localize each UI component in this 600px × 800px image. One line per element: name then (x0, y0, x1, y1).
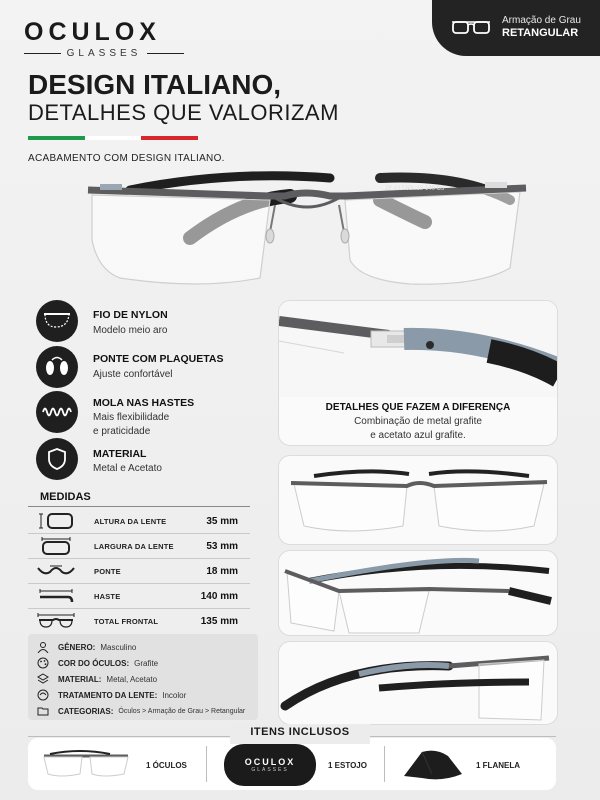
badge-line1: Armação de Grau (502, 14, 581, 26)
divider (206, 746, 207, 782)
measure-value: 140 mm (200, 590, 238, 602)
spec-row (34, 672, 157, 686)
spec-row (34, 704, 245, 718)
bridge-icon (36, 562, 76, 580)
measure-value: 35 mm (206, 515, 238, 527)
person-icon (37, 641, 49, 653)
case-icon (224, 744, 316, 786)
item-label: 1 ESTOJO (328, 761, 367, 770)
page-title (28, 70, 339, 128)
feature-desc: Ajuste confortável (93, 369, 173, 380)
badge-line2: RETANGULAR (502, 27, 579, 40)
divider (384, 746, 385, 782)
hero-glasses-image (80, 160, 540, 295)
feature-desc: Metal e Acetato (93, 463, 162, 474)
measure-row (28, 609, 250, 633)
glasses-icon (450, 18, 492, 38)
spec-row (34, 640, 136, 654)
cloth-icon (402, 746, 464, 782)
frame-print: ZF-017 53□18-140 C5 (385, 186, 445, 192)
measure-label: ALTURA DA LENTE (94, 516, 167, 526)
spec-value: Metal, Acetato (106, 674, 158, 684)
case-brand: OCULOX (244, 757, 296, 767)
feature-title: MATERIAL (93, 448, 147, 460)
medidas-title: MEDIDAS (40, 491, 91, 503)
spec-key: CATEGORIAS: (58, 706, 114, 716)
palette-icon (37, 657, 49, 669)
spring-hinge-icon (42, 404, 72, 420)
spec-key: COR DO ÓCULOS: (58, 658, 130, 668)
brand-logo (24, 18, 184, 59)
spec-key: TRATAMENTO DA LENTE: (58, 690, 158, 700)
spec-row (34, 656, 158, 670)
front-view-image (279, 456, 558, 545)
feature-spring-icon-wrap (36, 391, 78, 433)
feature-title: MOLA NAS HASTES (93, 397, 195, 409)
lens-treatment-icon (37, 689, 49, 701)
spec-key: GÊNERO: (58, 642, 96, 652)
detail-title: DETALHES QUE FAZEM A DIFERENÇA (325, 402, 511, 413)
item-label: 1 FLANELA (476, 761, 520, 770)
hinge-closeup-image (279, 301, 558, 397)
headline-line2: DETALHES QUE VALORIZAM (28, 100, 339, 126)
temple-icon (36, 587, 76, 605)
measure-label: LARGURA DA LENTE (94, 541, 174, 551)
feature-desc: Modelo meio aro (93, 325, 168, 336)
feature-title: FIO DE NYLON (93, 309, 168, 321)
italian-flag-stripe (28, 136, 198, 140)
folder-icon (37, 705, 49, 717)
side-view-image (279, 551, 558, 636)
side-view-panel (278, 550, 558, 636)
measure-label: PONTE (94, 566, 121, 576)
measure-row (28, 559, 250, 583)
measure-row (28, 534, 250, 558)
spec-key: MATERIAL: (58, 674, 102, 684)
case-sub: GLASSES (251, 767, 289, 773)
divider (147, 53, 184, 54)
measure-value: 18 mm (206, 565, 238, 577)
detail-panel (278, 300, 558, 446)
headline-line1: DESIGN ITALIANO, (28, 69, 282, 100)
spec-value: Incolor (162, 690, 187, 700)
divider (28, 506, 250, 507)
included-items-title: ITENS INCLUSOS (250, 726, 350, 738)
feature-material-icon-wrap (36, 438, 78, 480)
feature-pads-icon-wrap (36, 346, 78, 388)
layers-icon (37, 673, 49, 685)
front-view-panel (278, 455, 558, 545)
spec-value: Masculino (100, 642, 137, 652)
angle-view-panel (278, 641, 558, 725)
feature-title: PONTE COM PLAQUETAS (93, 353, 224, 365)
subtitle: ACABAMENTO COM DESIGN ITALIANO. (28, 153, 225, 164)
spec-value: Grafite (134, 658, 159, 668)
measure-value: 135 mm (200, 615, 238, 627)
item-label: 1 ÓCULOS (146, 761, 187, 770)
measure-row (28, 509, 250, 533)
feature-nylon-icon-wrap (36, 300, 78, 342)
brand-sub: GLASSES (66, 48, 142, 59)
brand-name: OCULOX (24, 18, 161, 46)
angle-view-image (279, 642, 558, 725)
measure-label: TOTAL FRONTAL (94, 616, 159, 626)
spec-row (34, 688, 186, 702)
glasses-icon (40, 750, 132, 780)
spec-value: Óculos > Armação de Grau > Retangular (118, 707, 246, 715)
lens-height-icon (36, 512, 76, 530)
detail-desc-1: Combinação de metal grafite (354, 416, 482, 427)
feature-desc: Mais flexibilidade (93, 412, 170, 423)
shield-icon (47, 448, 67, 470)
detail-desc-2: e acetato azul grafite. (370, 430, 466, 441)
front-icon (36, 612, 76, 630)
feature-desc-2: e praticidade (93, 426, 151, 437)
lens-width-icon (36, 537, 76, 555)
nylon-wire-icon (42, 311, 72, 331)
measure-row (28, 584, 250, 608)
nose-pads-icon (43, 356, 71, 378)
divider (24, 53, 61, 54)
frame-type-badge (432, 0, 600, 56)
measure-label: HASTE (94, 591, 121, 601)
measure-value: 53 mm (206, 540, 238, 552)
